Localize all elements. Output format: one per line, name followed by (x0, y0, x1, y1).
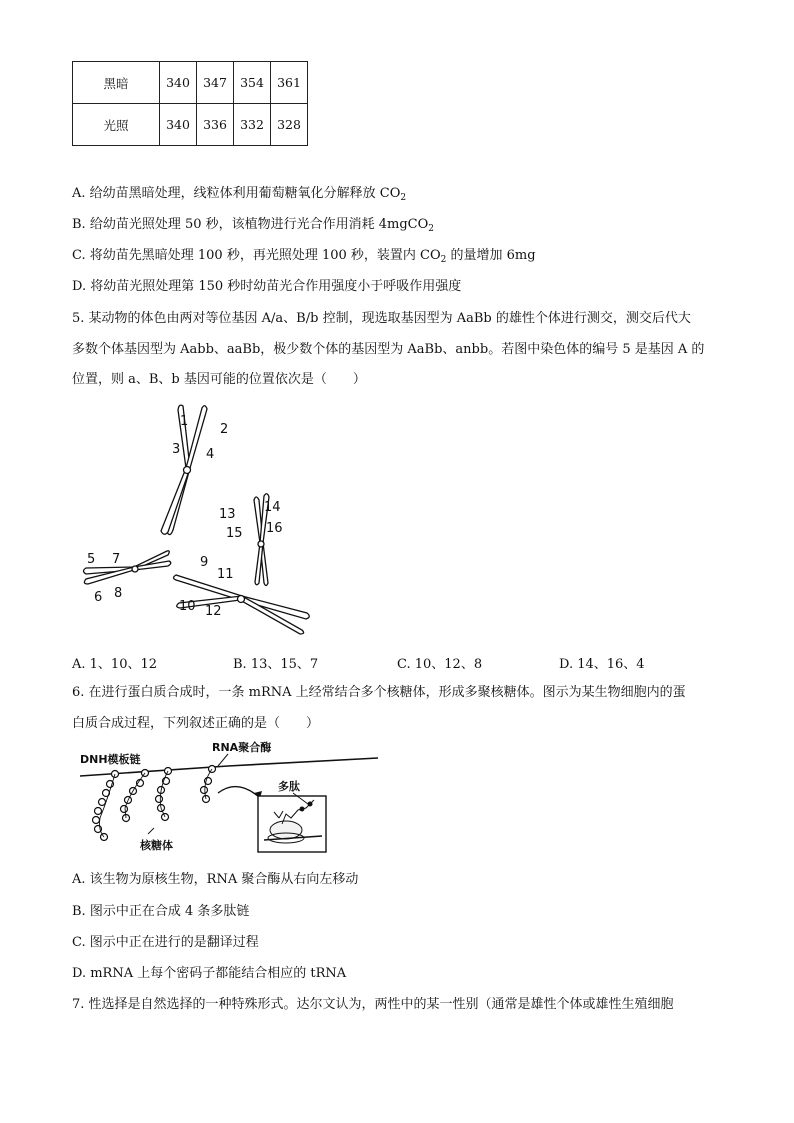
data-table (72, 61, 308, 146)
cell: 336 (197, 104, 234, 146)
subscript: 2 (400, 193, 407, 203)
pointer-line (148, 828, 154, 834)
gene-label: 8 (114, 586, 123, 601)
q4-option-b-text: B. 给幼苗光照处理 50 秒，该植物进行光合作用消耗 4mgCO (72, 217, 429, 232)
q5-option-b: B. 13、15、7 (233, 657, 319, 672)
peptide-label: 多肽 (278, 780, 300, 793)
q7-stem-line1: 7. 性选择是自然选择的一种特殊形式。达尔文认为，两性中的某一性别（通常是雄性个体或雄性生殖细胞 (72, 997, 674, 1012)
q4-option-c-tail: 的量增加 6mg (446, 248, 536, 263)
q5-stem-line3: 位置，则 a、B、b 基因可能的位置依次是（ ） (72, 372, 366, 387)
subscript: 2 (440, 255, 447, 265)
cell: 354 (234, 62, 271, 104)
gene-label: 5 (87, 552, 96, 567)
ribosome (201, 787, 208, 794)
q6-option-a: A. 该生物为原核生物，RNA 聚合酶从右向左移动 (72, 872, 359, 887)
pointer-line (218, 754, 228, 766)
subscript: 2 (428, 224, 435, 234)
dna-template-label: DNH模板链 (80, 753, 141, 766)
ribosome-large (270, 821, 302, 839)
centromere (258, 541, 264, 547)
ribosome-label: 核糖体 (140, 839, 173, 852)
gene-label: 3 (172, 442, 181, 457)
q4-option-a (72, 185, 406, 207)
row-label: 光照 (73, 104, 160, 146)
centromere (184, 467, 191, 474)
cell: 340 (160, 104, 197, 146)
gene-label: 10 (179, 599, 196, 614)
gene-label: 2 (220, 422, 229, 437)
transcription-translation-figure (78, 738, 388, 860)
q6-option-c: C. 图示中正在进行的是翻译过程 (72, 935, 259, 950)
ribosome (156, 796, 163, 803)
q6-option-d: D. mRNA 上每个密码子都能结合相应的 tRNA (72, 966, 347, 981)
chromosome-figure (72, 398, 322, 643)
q4-option-b (72, 216, 434, 238)
amino-acid (300, 807, 304, 811)
cell: 328 (271, 104, 308, 146)
q5-stem-line1: 5. 某动物的体色由两对等位基因 A/a、B/b 控制，现选取基因型为 AaBb 的雄性个体进行测交，测交后代大 (72, 311, 691, 326)
gene-label: 13 (219, 507, 236, 522)
q4-option-c (72, 247, 536, 269)
gene-label: 4 (206, 447, 215, 462)
cell: 347 (197, 62, 234, 104)
amino-acid (308, 802, 312, 806)
ribosome (95, 808, 102, 815)
gene-label: 7 (112, 552, 121, 567)
gene-label: 11 (217, 567, 234, 582)
gene-label: 15 (226, 526, 243, 541)
gene-label: 14 (264, 500, 281, 515)
row-label: 黑暗 (73, 62, 160, 104)
gene-label: 1 (180, 414, 189, 429)
q6-stem-line2: 白质合成过程，下列叙述正确的是（ ） (72, 716, 320, 731)
q6-option-b: B. 图示中正在合成 4 条多肽链 (72, 904, 250, 919)
ribosome (99, 799, 106, 806)
q4-option-a-text: A. 给幼苗黑暗处理，线粒体利用葡萄糖氧化分解释放 CO (72, 186, 401, 201)
gene-label: 6 (94, 590, 103, 605)
rna-polymerase-label: RNA聚合酶 (212, 741, 272, 754)
q6-stem-line1: 6. 在进行蛋白质合成时，一条 mRNA 上经常结合多个核糖体，形成多聚核糖体。图示为某生物细胞内的蛋 (72, 685, 686, 700)
arrow (218, 787, 260, 798)
cell: 332 (234, 104, 271, 146)
cell: 340 (160, 62, 197, 104)
table-row (73, 104, 308, 146)
gene-label: 9 (200, 555, 209, 570)
q4-option-c-text: C. 将幼苗先黑暗处理 100 秒，再光照处理 100 秒，装置内 CO (72, 248, 441, 263)
ribosome (121, 806, 128, 813)
ribosome (93, 817, 100, 824)
gene-label: 12 (205, 604, 222, 619)
gene-label: 16 (266, 521, 283, 536)
q5-option-d: D. 14、16、4 (559, 657, 645, 672)
q5-option-c: C. 10、12、8 (397, 657, 483, 672)
q5-stem-line2: 多数个体基因型为 Aabb、aaBb，极少数个体的基因型为 AaBb、anbb。若图中染色体的编号 5 是基因 A 的 (72, 342, 705, 357)
table-row (73, 62, 308, 104)
cell: 361 (271, 62, 308, 104)
q4-option-d: D. 将幼苗光照处理第 150 秒时幼苗光合作用强度小于呼吸作用强度 (72, 279, 462, 294)
centromere (238, 596, 245, 603)
q5-option-a: A. 1、10、12 (72, 657, 158, 672)
centromere (132, 566, 138, 572)
